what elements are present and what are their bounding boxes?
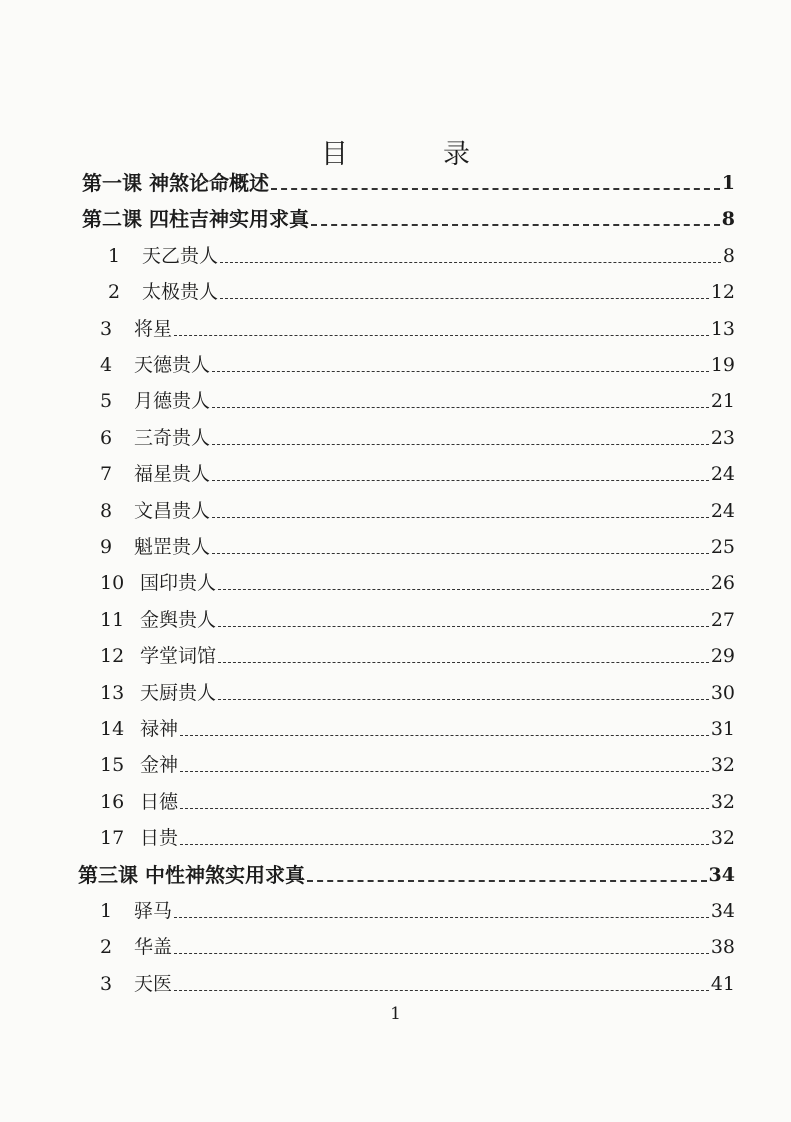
toc-item-entry[interactable] — [108, 279, 735, 305]
toc-entry-label — [100, 316, 172, 342]
toc-entry-title: 禄神 — [140, 718, 179, 740]
toc-entry-number: 4 — [100, 354, 113, 376]
toc-entry-page-number: 41 — [710, 972, 735, 995]
toc-item-entry[interactable] — [100, 425, 735, 451]
toc-entry-label — [82, 206, 309, 232]
toc-entry-number: 7 — [100, 463, 113, 486]
toc-entry-title: 第一课 神煞论命概述 — [82, 171, 269, 195]
toc-entry-title: 魁罡贵人 — [134, 536, 211, 558]
toc-item-entry[interactable] — [100, 316, 735, 342]
toc-entry-label — [100, 716, 178, 742]
dotted-leader — [218, 589, 709, 590]
toc-entry-page-number: 32 — [710, 790, 735, 813]
toc-entry-label — [100, 425, 210, 451]
toc-entry-title: 国印贵人 — [140, 572, 217, 595]
dotted-leader — [212, 553, 709, 554]
page-number: 1 — [390, 1004, 401, 1024]
toc-item-entry[interactable] — [100, 752, 735, 778]
toc-item-entry[interactable] — [100, 898, 735, 924]
toc-entry-title: 三奇贵人 — [134, 426, 211, 449]
toc-entry-number: 15 — [100, 754, 125, 777]
toc-entry-page-number: 31 — [710, 718, 735, 740]
toc-entry-number: 9 — [100, 536, 113, 558]
toc-entry-label — [100, 789, 178, 815]
dotted-leader — [307, 880, 707, 882]
toc-entry-page-number: 21 — [710, 390, 735, 413]
toc-lesson-entry[interactable] — [82, 206, 735, 232]
dotted-leader — [180, 808, 709, 809]
toc-entry-label — [100, 607, 216, 633]
toc-item-entry[interactable] — [100, 789, 735, 815]
toc-lesson-entry[interactable] — [78, 862, 735, 888]
dotted-leader — [180, 735, 709, 736]
dotted-leader — [174, 335, 709, 336]
dotted-leader — [180, 771, 709, 772]
dotted-leader — [218, 662, 709, 663]
toc-entry-number: 10 — [100, 572, 125, 595]
toc-entry-number: 3 — [100, 972, 113, 995]
toc-entry-page-number: 30 — [710, 681, 735, 704]
toc-item-entry[interactable] — [100, 534, 735, 560]
toc-item-entry[interactable] — [100, 680, 735, 706]
toc-entry-title: 天医 — [134, 972, 173, 995]
toc-entry-number: 2 — [108, 281, 121, 304]
toc-item-entry[interactable] — [100, 716, 735, 742]
toc-entry-page-number: 32 — [710, 754, 735, 777]
toc-entry-title: 天乙贵人 — [142, 244, 219, 267]
toc-item-entry[interactable] — [100, 352, 735, 378]
toc-entry-label — [100, 461, 210, 487]
toc-entry-page-number: 13 — [710, 317, 735, 340]
toc-entry-label — [108, 279, 218, 305]
dotted-leader — [271, 188, 720, 190]
page-title: 目 录 — [321, 139, 504, 170]
toc-item-entry[interactable] — [100, 388, 735, 414]
toc-entry-label — [100, 534, 210, 560]
toc-entry-page-number: 19 — [710, 354, 735, 376]
toc-entry-label — [100, 971, 172, 997]
toc-item-entry[interactable] — [100, 607, 735, 633]
toc-entry-label — [100, 352, 210, 378]
toc-entry-title: 学堂词馆 — [140, 645, 217, 668]
toc-entry-number: 14 — [100, 718, 125, 740]
toc-entry-title: 华盖 — [134, 936, 173, 959]
dotted-leader — [212, 444, 709, 445]
toc-item-entry[interactable] — [100, 825, 735, 851]
toc-entry-page-number: 1 — [721, 172, 735, 194]
toc-entry-label — [100, 498, 210, 524]
toc-entry-page-number: 25 — [710, 536, 735, 558]
toc-entry-label — [100, 680, 216, 706]
dotted-leader — [218, 626, 709, 627]
toc-entry-number: 13 — [100, 681, 125, 704]
toc-entry-page-number: 12 — [710, 281, 735, 304]
toc-entry-page-number: 24 — [710, 463, 735, 486]
toc-item-entry[interactable] — [108, 243, 735, 269]
toc-entry-page-number: 27 — [710, 608, 735, 631]
dotted-leader — [218, 699, 709, 700]
toc-entry-number: 8 — [100, 499, 113, 522]
toc-entry-number: 5 — [100, 390, 113, 413]
toc-entry-label — [100, 643, 216, 669]
toc-entry-number: 16 — [100, 790, 125, 813]
toc-item-entry[interactable] — [100, 971, 735, 997]
toc-entry-number: 1 — [108, 244, 121, 267]
dotted-leader — [174, 917, 709, 918]
toc-entry-label — [78, 862, 305, 888]
toc-entry-title: 金神 — [140, 754, 179, 777]
toc-entry-number: 11 — [100, 608, 125, 631]
toc-item-entry[interactable] — [100, 570, 735, 596]
toc-entry-label — [100, 752, 178, 778]
dotted-leader — [212, 407, 709, 408]
toc-entry-title: 将星 — [134, 317, 173, 340]
toc-item-entry[interactable] — [100, 643, 735, 669]
toc-item-entry[interactable] — [100, 934, 735, 960]
toc-entry-page-number: 24 — [710, 499, 735, 522]
dotted-leader — [212, 371, 709, 372]
toc-entry-title: 文昌贵人 — [134, 499, 211, 522]
toc-entry-number: 17 — [100, 827, 125, 850]
toc-entry-title: 月德贵人 — [134, 390, 211, 413]
toc-entry-page-number: 34 — [708, 863, 735, 886]
toc-entry-label — [108, 243, 218, 269]
toc-entry-page-number: 23 — [710, 426, 735, 449]
toc-entry-title: 第三课 中性神煞实用求真 — [78, 862, 305, 887]
toc-entry-number: 12 — [100, 645, 125, 668]
dotted-leader — [212, 517, 709, 518]
toc-entry-title: 驿马 — [134, 900, 173, 922]
dotted-leader — [174, 990, 709, 991]
toc-entry-number: 2 — [100, 936, 113, 959]
toc-entry-label — [82, 170, 269, 196]
toc-entry-label — [100, 898, 172, 924]
toc-entry-title: 日德 — [140, 790, 179, 813]
dotted-leader — [212, 480, 709, 481]
toc-entry-page-number: 8 — [721, 208, 735, 231]
toc-entry-page-number: 8 — [722, 244, 735, 267]
toc-entry-page-number: 29 — [710, 645, 735, 668]
toc-entry-title: 太极贵人 — [142, 281, 219, 304]
toc-lesson-entry[interactable] — [82, 170, 735, 196]
dotted-leader — [220, 298, 709, 299]
dotted-leader — [311, 224, 720, 226]
toc-entry-number: 3 — [100, 317, 113, 340]
toc-entry-page-number: 38 — [710, 936, 735, 959]
toc-entry-title: 日贵 — [140, 827, 179, 850]
toc-entry-label — [100, 388, 210, 414]
dotted-leader — [174, 953, 709, 954]
toc-entry-number: 1 — [100, 900, 113, 922]
toc-item-entry[interactable] — [100, 498, 735, 524]
toc-entry-number: 6 — [100, 426, 113, 449]
toc-entry-title: 福星贵人 — [134, 463, 211, 486]
dotted-leader — [180, 844, 709, 845]
toc-entry-label — [100, 570, 216, 596]
toc-entry-label — [100, 825, 178, 851]
toc-entry-title: 天厨贵人 — [140, 681, 217, 704]
toc-entry-title: 第二课 四柱吉神实用求真 — [82, 207, 309, 232]
toc-entry-page-number: 34 — [710, 900, 735, 922]
toc-entry-page-number: 32 — [710, 827, 735, 850]
dotted-leader — [220, 262, 721, 263]
toc-entry-title: 天德贵人 — [134, 354, 211, 376]
toc-entry-label — [100, 934, 172, 960]
toc-entry-page-number: 26 — [710, 572, 735, 595]
toc-entry-title: 金舆贵人 — [140, 608, 217, 631]
toc-item-entry[interactable] — [100, 461, 735, 487]
